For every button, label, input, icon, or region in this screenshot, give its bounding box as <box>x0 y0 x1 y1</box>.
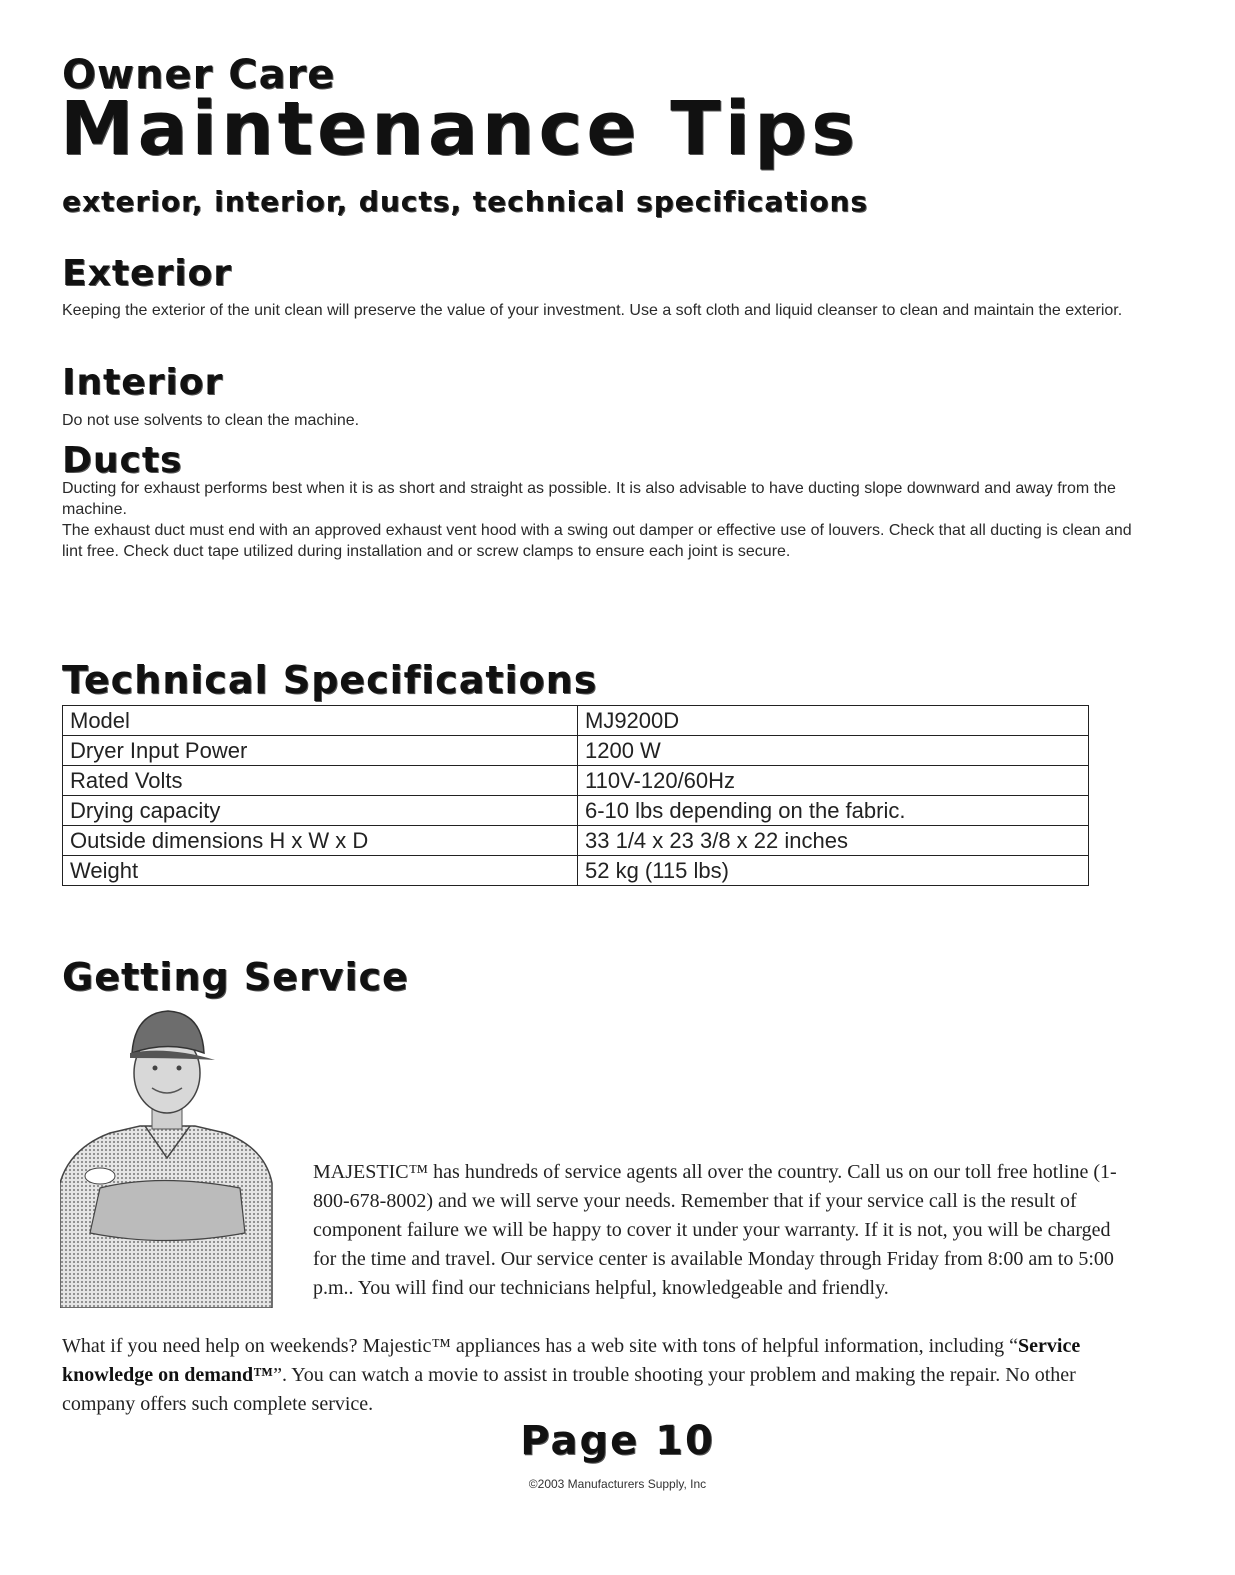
spec-label: Dryer Input Power <box>63 736 578 766</box>
ducts-heading: Ducts <box>62 440 183 481</box>
service-paragraph: MAJESTIC™ has hundreds of service agents all over the country. Call us on our toll free hotline (1-800-678-8002) and we will serve your needs. Remember that if your service call is the result of component failure we will be happy to cover it under your warranty. If it is not, you will be charged for the time and travel. Our service center is available Monday through Friday from 8:00 am to 5:00 p.m.. You will find our technicians helpful, knowledgeable and friendly. <box>313 1161 1117 1299</box>
exterior-heading: Exterior <box>62 253 233 294</box>
getting-service-heading: Getting Service <box>62 955 409 999</box>
ducts-paragraph: The exhaust duct must end with an approved exhaust vent hood with a swing out damper or effective use of louvers. Check that all ducting is clean and lint free. Check duct tape utilized during installation and or screw clamps to ensure each joint is secure. <box>62 522 1132 560</box>
exterior-text: Keeping the exterior of the unit clean will preserve the value of your investment. Use a soft cloth and liquid cleanser to clean and maintain the exterior. <box>62 302 1123 319</box>
interior-text: Do not use solvents to clean the machine. <box>62 412 360 429</box>
weekend-text-start: What if you need help on weekends? Majestic™ appliances has a web site with tons of helpful information, including “ <box>62 1335 1019 1357</box>
spec-value: 6-10 lbs depending on the fabric. <box>578 796 1089 826</box>
copyright-notice: ©2003 Manufacturers Supply, Inc <box>528 1477 707 1491</box>
spec-value: MJ9200D <box>578 706 1089 736</box>
spec-label: Model <box>63 706 578 736</box>
weekend-text-end: ”. You can watch a movie to assist in trouble shooting your problem and making the repair. No other company offers such complete service. <box>62 1364 1076 1415</box>
table-row <box>63 736 1089 766</box>
spec-value: 52 kg (115 lbs) <box>578 856 1089 886</box>
ducts-paragraph: Ducting for exhaust performs best when it is as short and straight as possible. It is also advisable to have ducting slope downward and away from the machine. <box>62 480 1116 518</box>
page-subtitle: exterior, interior, ducts, technical specifications <box>62 185 869 218</box>
technician-photo <box>60 1008 275 1308</box>
table-row <box>63 706 1089 736</box>
spec-label: Weight <box>63 856 578 886</box>
interior-heading: Interior <box>62 362 224 403</box>
service-knowledge-highlight: Service knowledge on demand™ <box>62 1335 1081 1386</box>
table-row <box>63 856 1089 886</box>
spec-table <box>62 705 1089 886</box>
page-title: Maintenance Tips <box>60 86 860 172</box>
tech-specs-heading: Technical Specifications <box>62 658 598 702</box>
ducts-text <box>62 478 1142 562</box>
table-row <box>63 826 1089 856</box>
owner-care-label: Owner Care <box>62 52 336 98</box>
page-number: Page 10 <box>520 1418 715 1464</box>
weekend-help-paragraph <box>62 1332 1137 1419</box>
spec-label: Drying capacity <box>63 796 578 826</box>
spec-value: 33 1/4 x 23 3/8 x 22 inches <box>578 826 1089 856</box>
spec-label: Outside dimensions H x W x D <box>63 826 578 856</box>
table-row <box>63 796 1089 826</box>
table-row <box>63 766 1089 796</box>
spec-value: 1200 W <box>578 736 1089 766</box>
spec-value: 110V-120/60Hz <box>578 766 1089 796</box>
spec-label: Rated Volts <box>63 766 578 796</box>
